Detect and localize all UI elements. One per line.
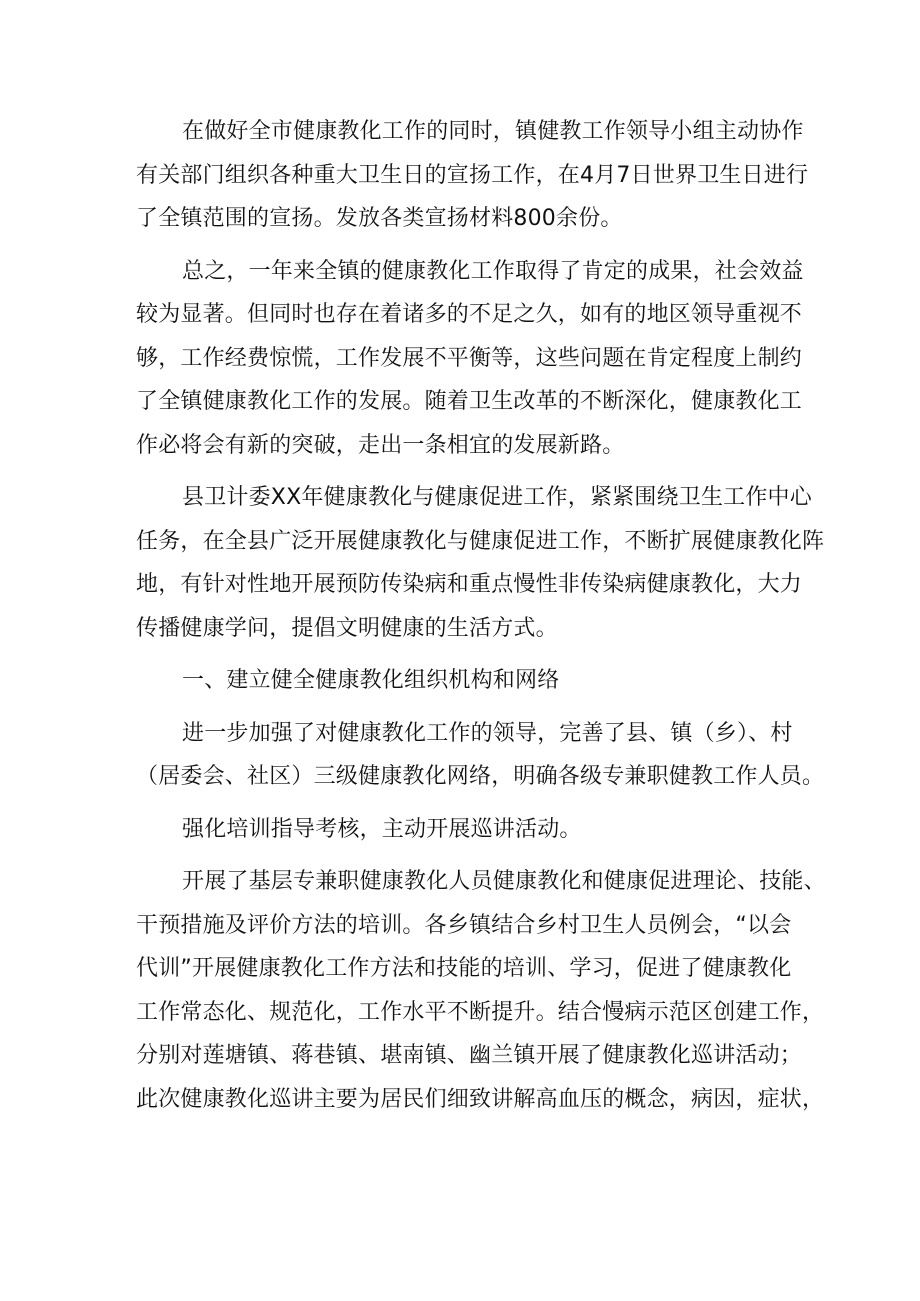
text-line: 有关部门组织各种重大卫生日的宣扬工作，在4月7日世界卫生日进行 xyxy=(136,162,809,188)
text-line: 了全镇健康教化工作的发展。随着卫生改革的不断深化，健康教化工 xyxy=(136,389,803,414)
text-line: 作必将会有新的突破，走出一条相宜的发展新路。 xyxy=(136,432,625,458)
text-line: 此次健康教化巡讲主要为居民们细致讲解高血压的概念，病因，症状， xyxy=(136,1086,825,1112)
text-line: 强化培训指导考核，主动开展巡讲活动。 xyxy=(182,816,582,842)
text-line: 开展了基层专兼职健康教化人员健康教化和健康促进理论、技能、 xyxy=(182,869,826,894)
text-line: 了全镇范围的宣扬。发放各类宣扬材料800余份。 xyxy=(136,206,623,231)
text-line: （居委会、社区）三级健康教化网络，明确各级专兼职健教工作人员。 xyxy=(136,764,825,789)
text-line: 传播健康学问，提倡文明健康的生活方式。 xyxy=(136,615,558,641)
text-line: 进一步加强了对健康教化工作的领导，完善了县、镇（乡）、村 xyxy=(182,720,793,746)
text-line: 在做好全市健康教化工作的同时，镇健教工作领导小组主动协作 xyxy=(182,119,804,144)
text-line: 任务，在全县广泛开展健康教化与健康促进工作，不断扩展健康教化阵 xyxy=(136,528,825,554)
text-line: 总之，一年来全镇的健康教化工作取得了肯定的成果，社会效益 xyxy=(182,258,804,284)
text-line: 较为显著。但同时也存在着诸多的不足之久，如有的地区领导重视不 xyxy=(136,302,803,327)
section-heading: 一、建立健全健康教化组织机构和网络 xyxy=(182,668,560,693)
text-line: 工作常态化、规范化，工作水平不断提升。结合慢病示范区创建工作， xyxy=(136,999,825,1025)
text-line: 地，有针对性地开展预防传染病和重点慢性非传染病健康教化，大力 xyxy=(136,572,803,597)
text-line: 够，工作经费惊慌，工作发展不平衡等，这些问题在肯定程度上制约 xyxy=(136,345,803,371)
text-line: 干预措施及评价方法的培训。各乡镇结合乡村卫生人员例会，“以会 xyxy=(136,912,792,938)
text-line: 分别对莲塘镇、蒋巷镇、堪南镇、幽兰镇开展了健康教化巡讲活动； xyxy=(136,1043,803,1068)
text-line: 县卫计委XX年健康教化与健康促进工作，紧紧围绕卫生工作中心 xyxy=(182,485,812,510)
text-line: 代训”开展健康教化工作方法和技能的培训、学习，促进了健康教化 xyxy=(136,956,792,981)
document-body xyxy=(136,110,826,1121)
